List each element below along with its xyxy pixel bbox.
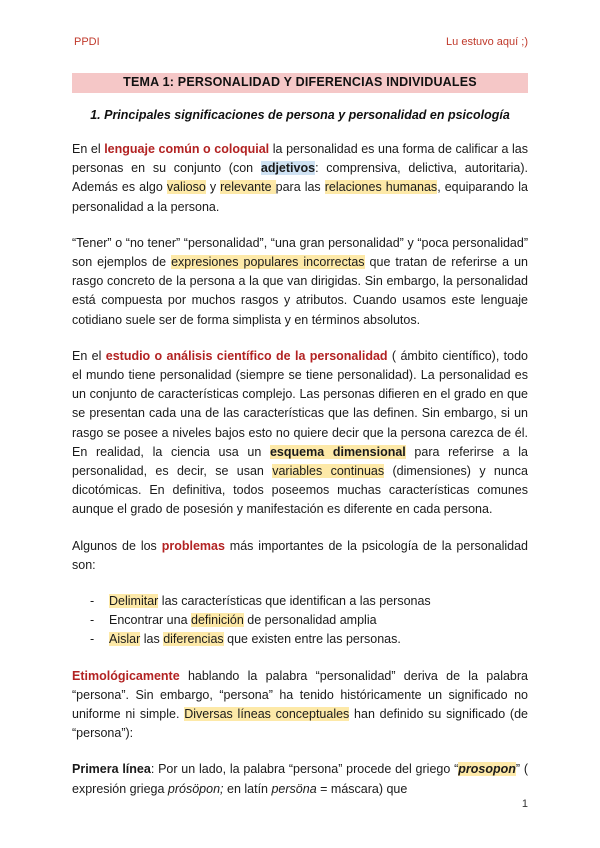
term-primera-linea: Primera línea (72, 762, 151, 777)
problems-list (72, 592, 528, 650)
paragraph-problems: Algunos de los problemas más importantes de la psicología de la personalidad son: (72, 538, 529, 572)
page-number: 1 (521, 798, 528, 810)
paragraph-etymology: Etimológicamente hablando la palabra “personalidad” deriva de la palabra “persona”. Sin embargo, “persona” ha tenido históricamente un significado no uniforme ni simple. Diversas líneas conceptuales han definido su significado (de “persona”): (72, 668, 528, 741)
term-esquema: esquema dimensional (269, 444, 406, 459)
list-item: - Encontrar una definición de personalidad amplia (90, 611, 528, 630)
term-valioso: valioso (166, 180, 206, 195)
term-variables: variables continuas (272, 464, 385, 479)
term-problemas: problemas (161, 538, 225, 553)
document-body (72, 140, 528, 816)
section-heading: 1. Principales significaciones de persona y personalidad en psicología (90, 108, 510, 122)
term-prosopon: prosopon (458, 762, 516, 777)
term-relevante: relevante (220, 180, 276, 195)
term-colloquial: lenguaje común o coloquial (104, 142, 270, 156)
term-expresiones: expresiones populares incorrectas (171, 255, 365, 270)
term-adjetivos: adjetivos (260, 161, 316, 176)
list-item: - Aislar las diferencias que existen entre las personas. (90, 630, 528, 649)
list-item: - Delimitar las características que identifican a las personas (90, 592, 528, 611)
term-lineas: Diversas líneas conceptuales (184, 707, 350, 722)
paragraph-colloquial: En el lenguaje común o coloquial la personalidad es una forma de calificar a las personas en su conjunto (con adjetivos: comprensiva, delictiva, autoritaria). Además es algo valioso y relevante para las relaciones humanas, equiparando la personalidad a la persona. (72, 142, 529, 214)
header-course: PPDI (74, 36, 100, 48)
header-note: Lu estuvo aquí ;) (446, 36, 528, 48)
paragraph-scientific: En el estudio o análisis científico de la personalidad ( ámbito científico), todo el mundo tiene personalidad (siempre se tiene personalidad). La personalidad es un conjunto de características complejo. Las personas difieren en el grado en que se presentan cada una de las características que las definen. Sin embargo, si un rasgo se posee a niveles bajos esto no quiere decir que la persona carezca de él. En realidad, la ciencia usa un esquema dimensional para referirse a la personalidad, es decir, se usan variables continuas (dimensiones) y nunca dicotómicas. En definitiva, todos poseemos muchas características comunes aunque el grado de posesión y manifestación es diferente en cada persona. (72, 348, 528, 517)
paragraph-popular: “Tener” o “no tener” “personalidad”, “una gran personalidad” y “poca personalidad” son ejemplos de expresiones populares incorrectas que tratan de referirse a un rasgo concreto de la persona a la que van dirigidas. Sin embargo, la personalidad está compuesta por muchos rasgos y atributos. Cuando usamos este lenguaje cotidiano suele ser de forma simplista y en términos absolutos. (72, 235, 528, 327)
paragraph-first-line: Primera línea: Por un lado, la palabra “persona” procede del griego “prosopon” ( expresión griega prósöpon; en latín persöna = máscara) que (72, 762, 528, 796)
term-relaciones: relaciones humanas (324, 180, 438, 195)
page-title: TEMA 1: PERSONALIDAD Y DIFERENCIAS INDIVIDUALES (123, 75, 477, 89)
term-scientific: estudio o análisis científico de la personalidad (105, 348, 388, 363)
term-etimologicamente: Etimológicamente (72, 668, 180, 683)
